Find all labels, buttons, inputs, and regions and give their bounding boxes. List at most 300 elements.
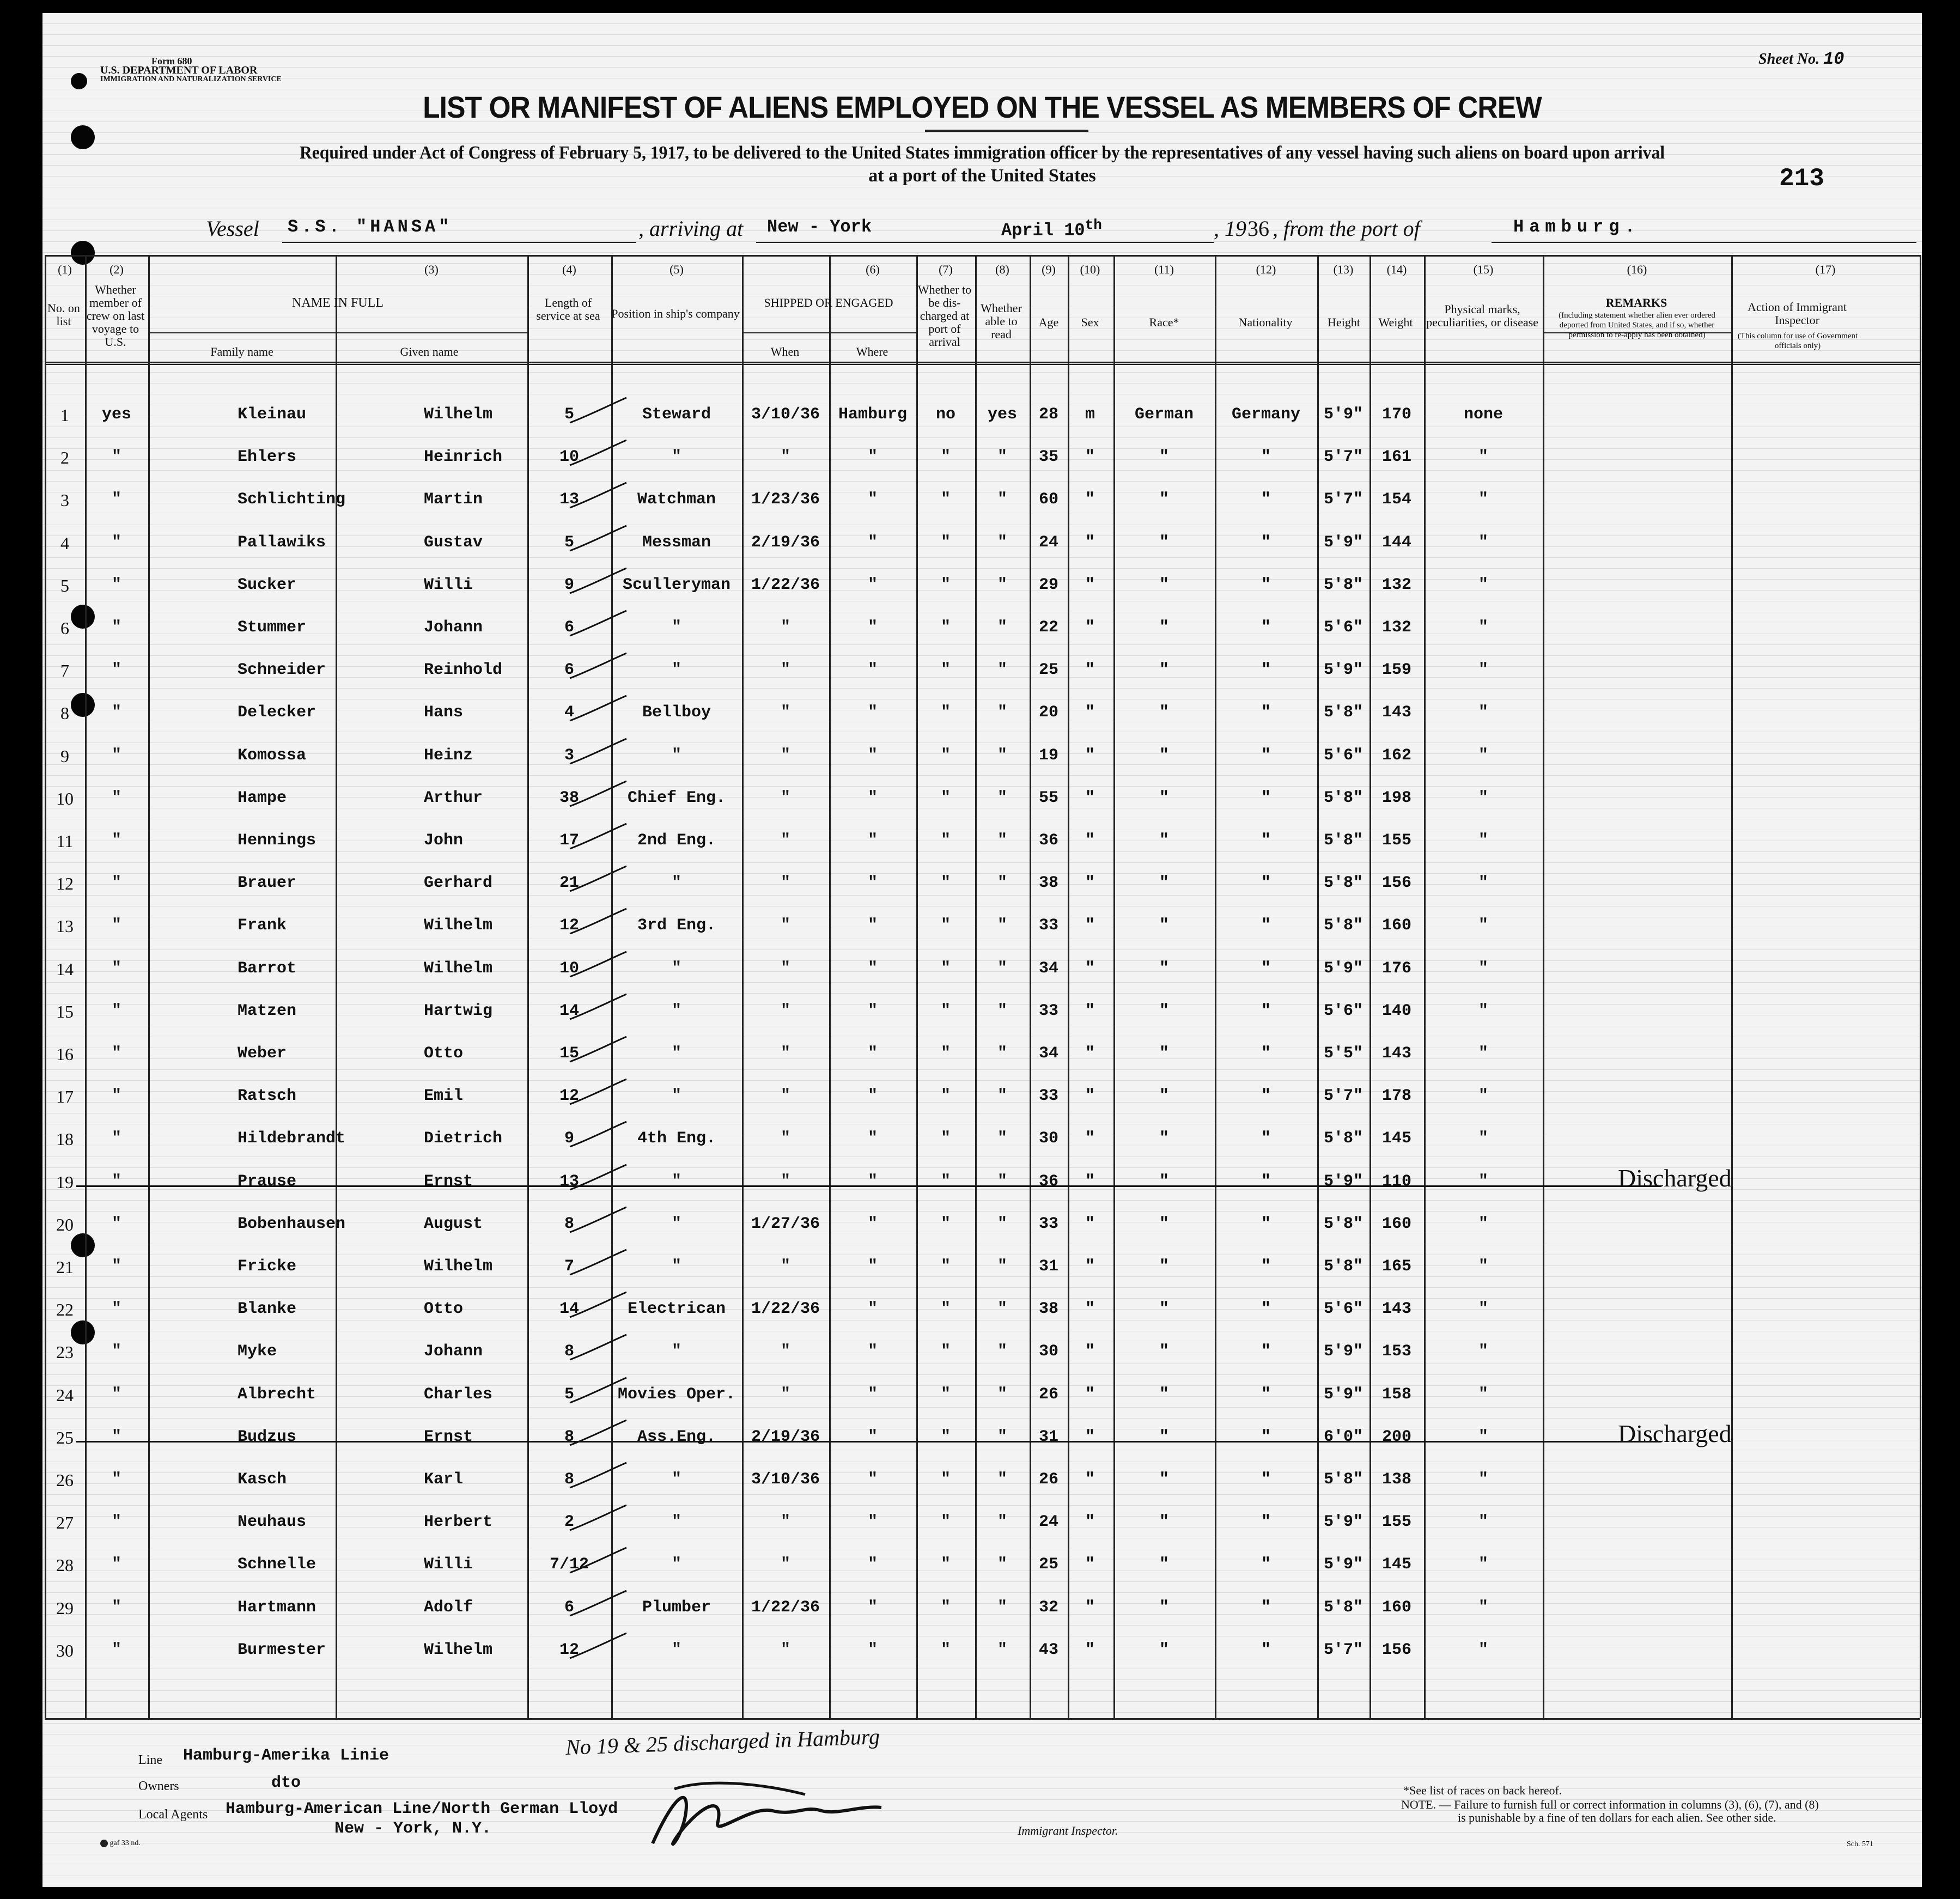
cell-weight: 156 — [1381, 874, 1411, 893]
cell-when: " — [780, 661, 790, 680]
check-mark-icon — [565, 1630, 631, 1663]
cell-height: 5'9" — [1323, 533, 1363, 552]
cell-age: 24 — [1038, 1513, 1058, 1532]
cell-weight: 176 — [1381, 959, 1411, 978]
cell-where: " — [867, 703, 878, 722]
cell-weight: 200 — [1381, 1427, 1411, 1446]
cell-nat: " — [1261, 746, 1271, 765]
printer-seal-icon — [100, 1840, 108, 1847]
cell-nat: " — [1261, 1172, 1271, 1191]
cell-read: " — [997, 1172, 1007, 1191]
cell-height: 5'8" — [1323, 1257, 1363, 1276]
cell-family: Budzus — [238, 1427, 297, 1446]
cell-where: " — [867, 746, 878, 765]
cell-family: Albrecht — [238, 1385, 316, 1404]
cell-where: " — [867, 959, 878, 978]
cell-no: 14 — [56, 959, 74, 979]
cell-nat: " — [1261, 788, 1271, 807]
cell-marks: " — [1478, 1640, 1488, 1659]
check-mark-icon — [565, 522, 631, 555]
cell-given: Herbert — [424, 1513, 493, 1532]
cell-given: Wilhelm — [424, 1640, 493, 1659]
sheet-label-text: Sheet No. — [1758, 51, 1819, 68]
cell-given: Heinrich — [424, 448, 503, 467]
cell-given: Johann — [424, 1342, 483, 1361]
cell-where: " — [867, 1555, 878, 1574]
cell-family: Frank — [238, 916, 287, 935]
cell-read: " — [997, 1214, 1007, 1233]
cell-where: " — [867, 1598, 878, 1617]
cell-disch: " — [940, 831, 951, 850]
col-no-header: No. on list — [47, 301, 80, 328]
cell-read: " — [997, 618, 1007, 637]
cell-length: 12 — [559, 1087, 579, 1106]
cell-family: Hartmann — [238, 1598, 316, 1617]
check-mark-icon — [565, 437, 631, 470]
printer-mark-text: gaf 33 nd. — [109, 1839, 141, 1847]
cell-age: 38 — [1038, 874, 1058, 893]
cell-given: Arthur — [424, 788, 483, 807]
cell-sex: " — [1085, 1087, 1095, 1106]
cell-marks: " — [1478, 959, 1488, 978]
cell-last: " — [111, 703, 121, 722]
cell-where: " — [867, 916, 878, 935]
cell-weight: 155 — [1381, 1513, 1411, 1532]
cell-given: Adolf — [424, 1598, 473, 1617]
cell-weight: 198 — [1381, 788, 1411, 807]
cell-family: Burmester — [238, 1640, 326, 1659]
cell-height: 5'9" — [1323, 1342, 1363, 1361]
column-number-label: (10) — [1080, 263, 1100, 276]
cell-marks: " — [1478, 490, 1488, 509]
cell-height: 5'8" — [1323, 831, 1363, 850]
cell-read: " — [997, 703, 1007, 722]
line-label: Line — [138, 1753, 162, 1767]
check-mark-icon — [565, 650, 631, 683]
cell-last: " — [111, 874, 121, 893]
column-number-label: (11) — [1154, 263, 1174, 276]
cell-height: 5'5" — [1323, 1044, 1363, 1063]
column-number-label: (9) — [1042, 263, 1056, 276]
cell-given: Gustav — [424, 533, 483, 552]
cell-nat: " — [1261, 1427, 1271, 1446]
cell-weight: 162 — [1381, 746, 1411, 765]
col-action-header: Action of Immigrant Inspector — [1747, 300, 1847, 327]
cell-length: 21 — [559, 874, 579, 893]
table-top-border — [45, 255, 1920, 257]
cell-marks: " — [1478, 1427, 1488, 1446]
cell-length: 13 — [559, 1172, 579, 1191]
cell-length: 8 — [564, 1470, 574, 1489]
cell-sex: " — [1085, 1172, 1095, 1191]
column-divider — [1731, 255, 1733, 1718]
col-action-note: (This column for use of Government officials only) — [1737, 332, 1858, 350]
cell-where: " — [867, 1087, 878, 1106]
cell-position: " — [671, 448, 681, 467]
cell-last: " — [111, 448, 121, 467]
cell-when: " — [780, 448, 790, 467]
cell-nat: " — [1261, 1555, 1271, 1574]
cell-read: " — [997, 874, 1007, 893]
cell-when: " — [780, 1513, 790, 1532]
cell-length: 5 — [564, 1385, 574, 1404]
cell-no: 10 — [56, 788, 74, 808]
cell-position: 2nd Eng. — [637, 831, 716, 850]
cell-disch: " — [940, 1513, 951, 1532]
cell-age: 19 — [1038, 746, 1058, 765]
cell-read: " — [997, 448, 1007, 467]
cell-nat: " — [1261, 1470, 1271, 1489]
cell-weight: 160 — [1381, 1598, 1411, 1617]
cell-last: " — [111, 788, 121, 807]
form-department: U.S. DEPARTMENT OF LABOR — [100, 64, 258, 76]
column-divider — [1030, 255, 1031, 1718]
cell-read: " — [997, 1513, 1007, 1532]
col-shipped-header: SHIPPED OR ENGAGED — [764, 296, 893, 309]
cell-disch: " — [940, 959, 951, 978]
cell-read: " — [997, 1300, 1007, 1319]
cell-age: 35 — [1038, 448, 1058, 467]
column-number-label: (8) — [995, 263, 1009, 276]
cell-sex: " — [1085, 831, 1095, 850]
col-family-header: Family name — [210, 345, 273, 358]
cell-length: 9 — [564, 575, 574, 594]
cell-nat: " — [1261, 916, 1271, 935]
cell-race: " — [1159, 959, 1169, 978]
cell-when: " — [780, 1342, 790, 1361]
cell-marks: " — [1478, 1300, 1488, 1319]
cell-disch: " — [940, 490, 951, 509]
cell-age: 33 — [1038, 1001, 1058, 1020]
printer-mark — [100, 1839, 141, 1848]
cell-marks: " — [1478, 1044, 1488, 1063]
cell-race: " — [1159, 1129, 1169, 1148]
arriving-port: New - York — [767, 217, 872, 237]
check-mark-icon — [565, 1587, 631, 1620]
cell-no: 15 — [56, 1001, 74, 1021]
column-divider — [1424, 255, 1426, 1718]
cell-no: 11 — [56, 831, 74, 851]
inspector-label: Immigrant Inspector. — [1018, 1824, 1118, 1837]
cell-weight: 154 — [1381, 490, 1411, 509]
cell-where: " — [867, 831, 878, 850]
cell-age: 33 — [1038, 1214, 1058, 1233]
check-mark-icon — [565, 1289, 631, 1322]
cell-last: " — [111, 959, 121, 978]
cell-race: " — [1159, 618, 1169, 637]
cell-no: 7 — [60, 661, 69, 681]
sheet-number: 10 — [1823, 49, 1845, 69]
column-divider — [1317, 255, 1319, 1718]
cell-read: " — [997, 1087, 1007, 1106]
cell-marks: " — [1478, 575, 1488, 594]
cell-no: 27 — [56, 1513, 74, 1533]
cell-family: Matzen — [238, 1001, 297, 1020]
cell-race: " — [1159, 1598, 1169, 1617]
cell-read: " — [997, 788, 1007, 807]
sheet-label — [1758, 49, 1844, 69]
cell-length: 15 — [559, 1044, 579, 1063]
cell-read: " — [997, 490, 1007, 509]
cell-family: Schlichting — [238, 490, 346, 509]
cell-length: 14 — [559, 1001, 579, 1020]
cell-read: " — [997, 575, 1007, 594]
cell-length: 7/12 — [549, 1555, 589, 1574]
column-divider — [1215, 255, 1216, 1718]
cell-length: 8 — [564, 1214, 574, 1233]
cell-sex: " — [1085, 874, 1095, 893]
cell-given: Heinz — [424, 746, 473, 765]
cell-sex: " — [1085, 575, 1095, 594]
cell-family: Bobenhausen — [238, 1214, 346, 1233]
cell-sex: " — [1085, 1044, 1095, 1063]
column-divider — [527, 255, 529, 1718]
cell-no: 2 — [60, 448, 69, 468]
cell-weight: 153 — [1381, 1342, 1411, 1361]
cell-length: 2 — [564, 1513, 574, 1532]
cell-given: Wilhelm — [424, 1257, 493, 1276]
vessel-name: S.S. "HANSA" — [288, 217, 453, 237]
strikethrough-line — [76, 1185, 1661, 1187]
cell-age: 33 — [1038, 1087, 1058, 1106]
cell-disch: " — [940, 533, 951, 552]
cell-length: 8 — [564, 1427, 574, 1446]
cell-last: yes — [101, 405, 131, 424]
column-divider — [975, 255, 977, 1718]
cell-marks: " — [1478, 703, 1488, 722]
year-value: 36 — [1247, 216, 1269, 241]
cell-length: 3 — [564, 746, 574, 765]
cell-race: " — [1159, 661, 1169, 680]
cell-no: 29 — [56, 1598, 74, 1618]
cell-disch: " — [940, 1214, 951, 1233]
cell-position: " — [671, 1172, 681, 1191]
cell-read: " — [997, 1427, 1007, 1446]
cell-height: 5'7" — [1323, 1087, 1363, 1106]
cell-race: " — [1159, 1257, 1169, 1276]
cell-height: 5'9" — [1323, 1385, 1363, 1404]
cell-length: 8 — [564, 1342, 574, 1361]
cell-when: " — [780, 1087, 790, 1106]
cell-age: 36 — [1038, 831, 1058, 850]
cell-race: " — [1159, 703, 1169, 722]
column-number-label: (17) — [1815, 263, 1836, 276]
column-number-label: (4) — [562, 263, 576, 276]
col-nationality-header: Nationality — [1238, 315, 1293, 329]
cell-age: 29 — [1038, 575, 1058, 594]
cell-race: " — [1159, 1300, 1169, 1319]
cell-nat: " — [1261, 533, 1271, 552]
column-divider — [148, 255, 150, 1718]
cell-nat: " — [1261, 959, 1271, 978]
cell-when: 1/23/36 — [751, 490, 820, 509]
cell-disch: " — [940, 448, 951, 467]
cell-marks: " — [1478, 448, 1488, 467]
check-mark-icon — [565, 1331, 631, 1364]
subtitle-line-2: at a port of the United States — [868, 166, 1096, 186]
cell-weight: 155 — [1381, 831, 1411, 850]
cell-sex: " — [1085, 1513, 1095, 1532]
cell-when: " — [780, 1555, 790, 1574]
cell-last: " — [111, 661, 121, 680]
check-mark-icon — [565, 1417, 631, 1450]
cell-age: 25 — [1038, 661, 1058, 680]
cell-length: 10 — [559, 448, 579, 467]
col-height-header: Height — [1328, 315, 1360, 329]
cell-disch: " — [940, 874, 951, 893]
cell-no: 16 — [56, 1044, 74, 1064]
cell-when: 1/27/36 — [751, 1214, 820, 1233]
col-weight-header: Weight — [1378, 315, 1413, 329]
check-mark-icon — [565, 1246, 631, 1279]
cell-family: Barrot — [238, 959, 297, 978]
cell-family: Ratsch — [238, 1087, 297, 1106]
cell-given: Otto — [424, 1300, 464, 1319]
agents-value-1: Hamburg-American Line/North German Lloyd — [226, 1800, 618, 1818]
cell-where: " — [867, 1214, 878, 1233]
cell-sex: " — [1085, 703, 1095, 722]
cell-where: " — [867, 618, 878, 637]
cell-weight: 158 — [1381, 1385, 1411, 1404]
check-mark-icon — [565, 863, 631, 896]
cell-where: " — [867, 1385, 878, 1404]
cell-disch: " — [940, 1001, 951, 1020]
cell-where: " — [867, 490, 878, 509]
column-number-label: (1) — [58, 263, 72, 276]
cell-family: Weber — [238, 1044, 287, 1063]
cell-age: 28 — [1038, 405, 1058, 424]
cell-race: " — [1159, 490, 1169, 509]
column-number-label: (13) — [1333, 263, 1354, 276]
cell-nat: " — [1261, 448, 1271, 467]
cell-sex: " — [1085, 490, 1095, 509]
cell-marks: " — [1478, 831, 1488, 850]
cell-position: 4th Eng. — [637, 1129, 716, 1148]
cell-no: 3 — [60, 490, 69, 510]
cell-where: " — [867, 788, 878, 807]
cell-when: " — [780, 1001, 790, 1020]
cell-given: Otto — [424, 1044, 464, 1063]
cell-when: " — [780, 1129, 790, 1148]
column-divider — [1543, 255, 1544, 1718]
cell-position: Chief Eng. — [627, 788, 726, 807]
column-number-label: (5) — [669, 263, 684, 276]
cell-when: " — [780, 1044, 790, 1063]
cell-read: " — [997, 916, 1007, 935]
cell-race: " — [1159, 1342, 1169, 1361]
cell-height: 6'0" — [1323, 1427, 1363, 1446]
cell-where: " — [867, 1300, 878, 1319]
cell-last: " — [111, 1513, 121, 1532]
cell-nat: " — [1261, 490, 1271, 509]
cell-length: 17 — [559, 831, 579, 850]
cell-no: 9 — [60, 746, 69, 766]
cell-family: Ehlers — [238, 448, 297, 467]
cell-where: " — [867, 1427, 878, 1446]
cell-age: 32 — [1038, 1598, 1058, 1617]
cell-height: 5'9" — [1323, 1172, 1363, 1191]
cell-race: " — [1159, 533, 1169, 552]
cell-when: " — [780, 874, 790, 893]
cell-height: 5'8" — [1323, 575, 1363, 594]
cell-position: " — [671, 661, 681, 680]
cell-sex: " — [1085, 1342, 1095, 1361]
cell-marks: " — [1478, 1470, 1488, 1489]
column-divider — [45, 255, 46, 1718]
cell-height: 5'8" — [1323, 703, 1363, 722]
check-mark-icon — [565, 1502, 631, 1535]
check-mark-icon — [565, 1161, 631, 1194]
cell-position: Plumber — [642, 1598, 711, 1617]
cell-when: " — [780, 1640, 790, 1659]
cell-no: 30 — [56, 1640, 74, 1660]
cell-nat: " — [1261, 1300, 1271, 1319]
cell-height: 5'8" — [1323, 1470, 1363, 1489]
check-mark-icon — [565, 1076, 631, 1109]
cell-height: 5'9" — [1323, 1513, 1363, 1532]
vessel-underline — [282, 242, 636, 243]
from-label: , from the port of — [1273, 216, 1420, 241]
cell-height: 5'8" — [1323, 916, 1363, 935]
cell-length: 14 — [559, 1300, 579, 1319]
check-mark-icon — [565, 735, 631, 768]
cell-disch: " — [940, 788, 951, 807]
cell-marks: " — [1478, 1513, 1488, 1532]
cell-family: Myke — [238, 1342, 277, 1361]
cell-age: 60 — [1038, 490, 1058, 509]
column-number-label: (2) — [109, 263, 124, 276]
cell-last: " — [111, 1640, 121, 1659]
cell-when: " — [780, 1257, 790, 1276]
cell-nat: " — [1261, 1385, 1271, 1404]
cell-no: 19 — [56, 1172, 74, 1192]
column-divider — [1113, 255, 1115, 1718]
from-port: Hamburg. — [1513, 217, 1641, 237]
column-divider — [1068, 255, 1069, 1718]
cell-race: " — [1159, 1385, 1169, 1404]
cell-position: Movies Oper. — [617, 1385, 736, 1404]
col-race-header: Race* — [1149, 315, 1179, 329]
cell-age: 24 — [1038, 533, 1058, 552]
cell-sex: " — [1085, 618, 1095, 637]
cell-nat: " — [1261, 1129, 1271, 1148]
cell-height: 5'9" — [1323, 1555, 1363, 1574]
cell-disch: " — [940, 703, 951, 722]
check-mark-icon — [565, 394, 631, 427]
cell-height: 5'9" — [1323, 661, 1363, 680]
cell-family: Neuhaus — [238, 1513, 307, 1532]
cell-position: " — [671, 959, 681, 978]
cell-weight: 145 — [1381, 1129, 1411, 1148]
check-mark-icon — [565, 905, 631, 938]
cell-no: 8 — [60, 703, 69, 723]
cell-race: " — [1159, 1470, 1169, 1489]
cell-age: 26 — [1038, 1385, 1058, 1404]
cell-height: 5'7" — [1323, 448, 1363, 467]
cell-when: " — [780, 831, 790, 850]
cell-sex: " — [1085, 661, 1095, 680]
cell-read: " — [997, 831, 1007, 850]
column-number-label: (14) — [1386, 263, 1407, 276]
cell-last: " — [111, 831, 121, 850]
owners-label: Owners — [138, 1779, 179, 1793]
cell-nat: " — [1261, 1001, 1271, 1020]
cell-age: 31 — [1038, 1427, 1058, 1446]
cell-read: " — [997, 1342, 1007, 1361]
cell-last: " — [111, 1598, 121, 1617]
table-header-border — [45, 364, 1920, 365]
cell-marks: " — [1478, 618, 1488, 637]
